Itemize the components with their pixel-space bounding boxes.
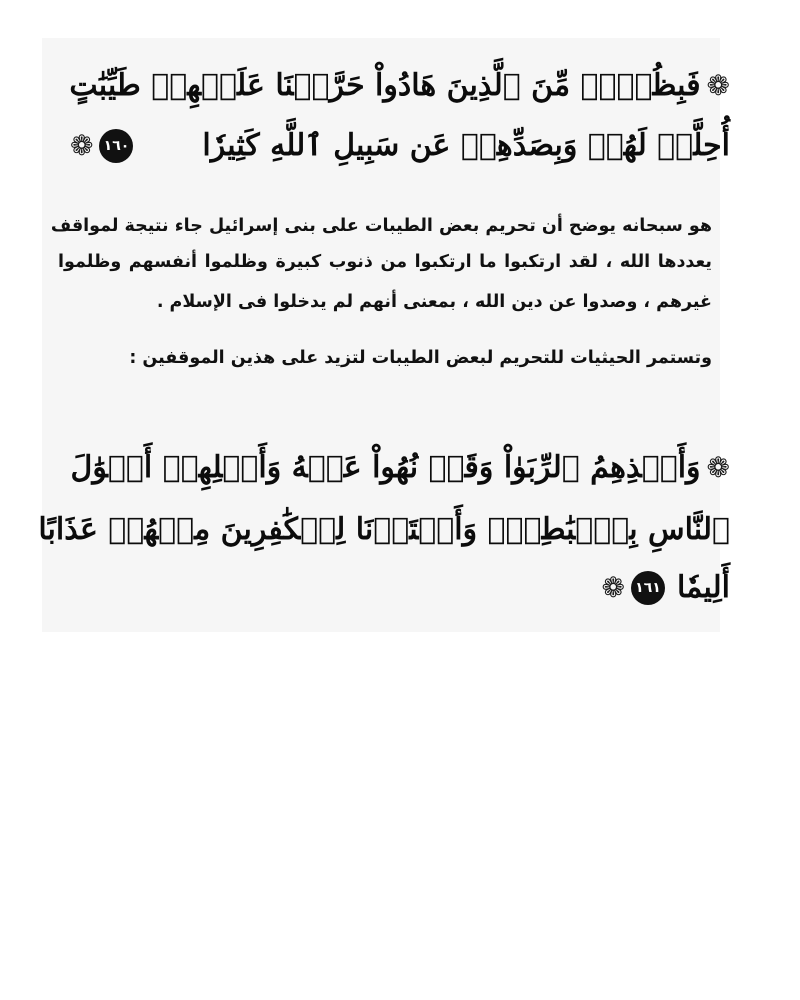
verse-start-ornament-icon: ❁ bbox=[706, 450, 730, 484]
ayah-number-badge: ١٦٠ bbox=[99, 129, 133, 163]
verse-161-line-2: ٱلنَّاسِ بِٱلۡبَٰطِلِۚ وَأَعۡتَدۡنَا لِلۡكَٰفِرِينَ مِنۡهُمۡ عَذَابًا bbox=[38, 512, 730, 547]
verse-161-line-1: ❁ وَأَخۡذِهِمُ ٱلرِّبَوٰاْ وَقَدۡ نُهُواْ عَنۡهُ وَأَكۡلِهِمۡ أَمۡوَٰلَ bbox=[70, 450, 730, 485]
commentary-line-4: وتستمر الحيثيات للتحريم لبعض الطيبات لتزيد على هذين الموقفين : bbox=[129, 348, 712, 368]
verse-160-line-2: أُحِلَّتۡ لَهُمۡ وَبِصَدِّهِمۡ عَن سَبِيلِ ٱللَّهِ كَثِيرٗا ١٦٠ ❁ bbox=[70, 128, 730, 163]
verse-end-ornament-icon: ❁ bbox=[70, 128, 94, 162]
verse-161-line-3: أَلِيمٗا ١٦١ ❁ bbox=[601, 570, 730, 605]
commentary-line-1: هو سبحانه يوضح أن تحريم بعض الطيبات على بنى إسرائيل جاء نتيجة لمواقف bbox=[50, 216, 712, 236]
verse-160-line-1: ❁ فَبِظُلۡمٖ مِّنَ ٱلَّذِينَ هَادُواْ حَرَّمۡنَا عَلَيۡهِمۡ طَيِّبَٰتٍ bbox=[69, 68, 730, 103]
commentary-line-3: غيرهم ، وصدوا عن دين الله ، بمعنى أنهم لم يدخلوا فى الإسلام . bbox=[156, 292, 712, 312]
verse-start-ornament-icon: ❁ bbox=[706, 68, 730, 102]
ayah-number-badge: ١٦١ bbox=[631, 571, 665, 605]
verse-end-ornament-icon: ❁ bbox=[601, 570, 625, 604]
commentary-line-2: يعددها الله ، لقد ارتكبوا ما ارتكبوا من ذنوب كبيرة وظلموا أنفسهم وظلموا bbox=[58, 252, 712, 272]
